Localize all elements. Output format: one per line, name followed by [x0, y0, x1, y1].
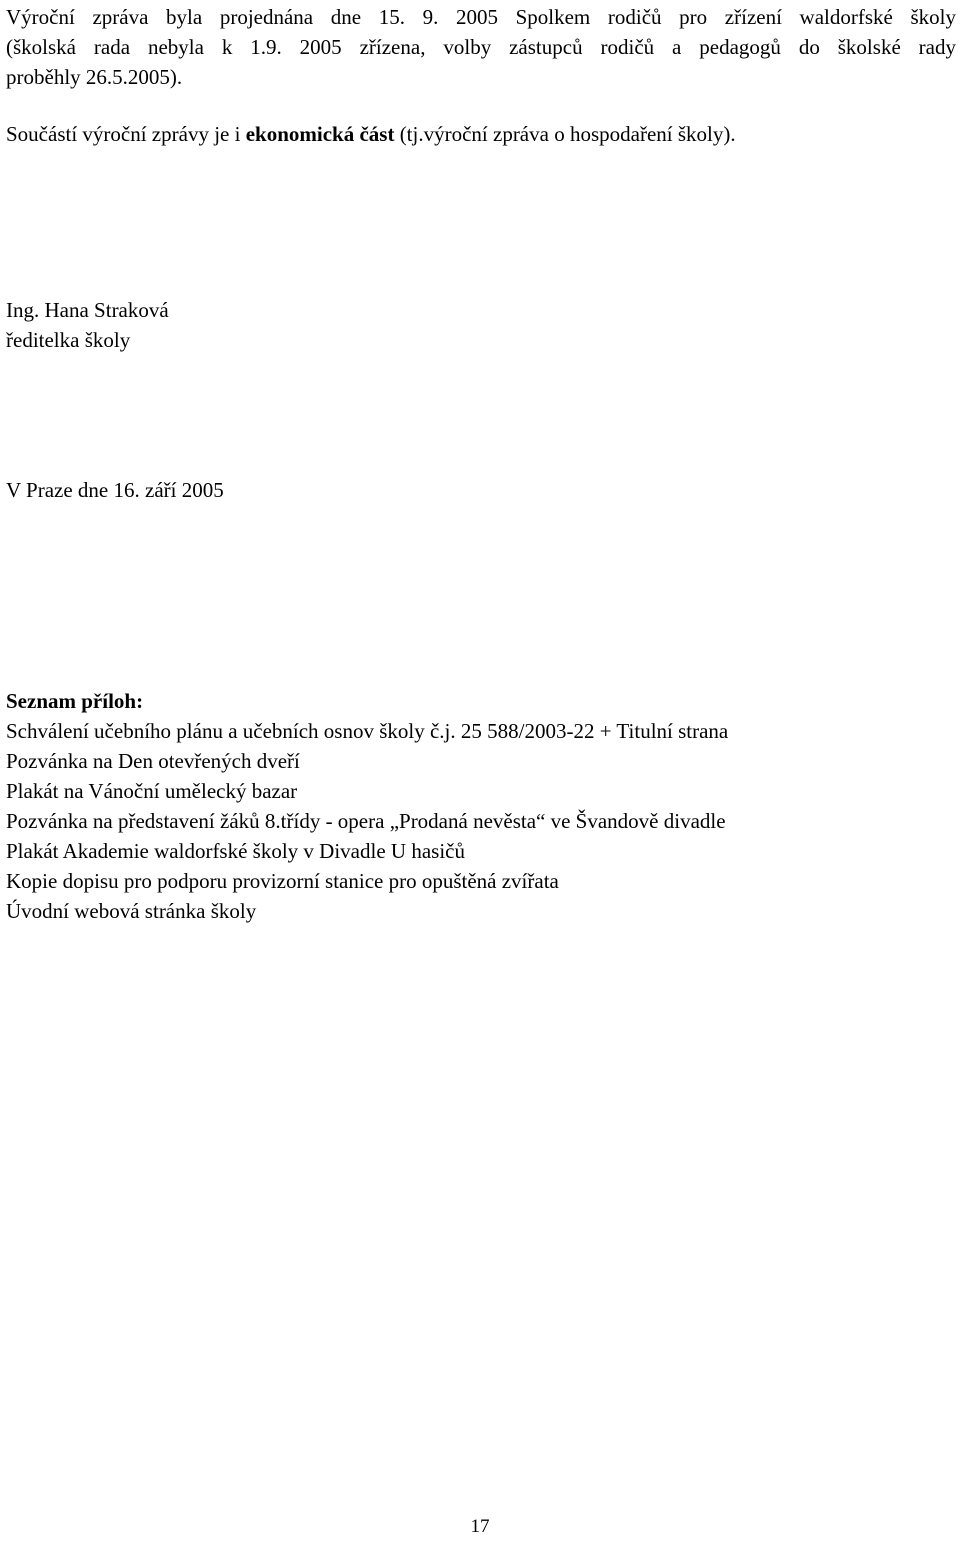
- intro-paragraph: [6, 2, 956, 92]
- signature-block: [6, 295, 956, 355]
- attachments-section: [6, 686, 956, 926]
- signatory-role: ředitelka školy: [6, 328, 131, 352]
- intro-line: (školská rada nebyla k 1.9. 2005 zřízena, volby zástupců rodičů a pedagogů do školské rady: [6, 35, 956, 59]
- intro-line: proběhly 26.5.2005).: [6, 65, 183, 89]
- economic-text-after: (tj.výroční zpráva o hospodaření školy).: [394, 122, 736, 146]
- attachment-item: Kopie dopisu pro podporu provizorní stanice pro opuštěná zvířata: [6, 869, 559, 893]
- signatory-name: Ing. Hana Straková: [6, 298, 169, 322]
- attachments-heading: Seznam příloh:: [6, 689, 144, 713]
- economic-text-before: Součástí výroční zprávy je i: [6, 122, 246, 146]
- intro-line: Výroční zpráva byla projednána dne 15. 9. 2005 Spolkem rodičů pro zřízení waldorfské školy: [6, 5, 956, 29]
- attachment-item: Pozvánka na Den otevřených dveří: [6, 749, 300, 773]
- attachment-item: Schválení učebního plánu a učebních osnov školy č.j. 25 588/2003-22 + Titulní strana: [6, 719, 729, 743]
- economic-part-paragraph: [6, 119, 956, 149]
- date-line: V Praze dne 16. září 2005: [6, 478, 224, 502]
- attachments-list: [6, 716, 956, 926]
- attachment-item: Plakát Akademie waldorfské školy v Divadle U hasičů: [6, 839, 465, 863]
- attachment-item: Úvodní webová stránka školy: [6, 899, 257, 923]
- attachment-item: Plakát na Vánoční umělecký bazar: [6, 779, 298, 803]
- page-number: 17: [470, 1516, 490, 1537]
- economic-part-bold: ekonomická část: [245, 122, 395, 146]
- attachment-item: Pozvánka na představení žáků 8.třídy - opera „Prodaná nevěsta“ ve Švandově divadle: [6, 809, 726, 833]
